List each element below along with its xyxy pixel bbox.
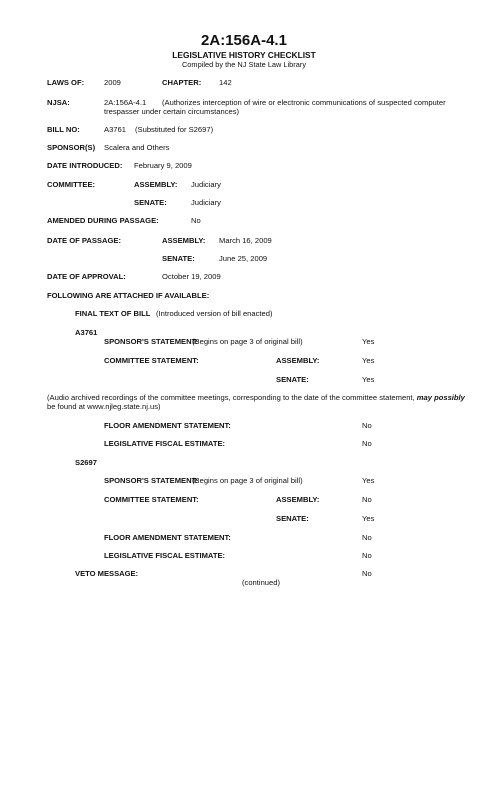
a3761-assembly-value: Yes xyxy=(362,356,375,365)
committee-senate-label: SENATE: xyxy=(134,198,167,207)
s2697-assembly-label: ASSEMBLY: xyxy=(276,495,320,504)
bill-substituted-note: (Substituted for S2697) xyxy=(135,125,214,134)
a3761-floor-amendment-label: FLOOR AMENDMENT STATEMENT: xyxy=(104,421,231,430)
a3761-assembly-label: ASSEMBLY: xyxy=(276,356,320,365)
s2697-senate-value: Yes xyxy=(362,514,375,523)
a3761-committee-statement-label: COMMITTEE STATEMENT: xyxy=(104,356,199,365)
passage-senate-value: June 25, 2009 xyxy=(219,254,268,263)
s2697-sponsor-statement-value: Yes xyxy=(362,476,375,485)
bill-a3761-heading: A3761 xyxy=(75,328,98,337)
sponsors-value: Scalera and Others xyxy=(104,143,170,152)
date-introduced-value: February 9, 2009 xyxy=(134,161,192,170)
chapter-label: CHAPTER: xyxy=(162,78,202,87)
sponsors-label: SPONSOR(S) xyxy=(47,143,96,152)
s2697-senate-label: SENATE: xyxy=(276,514,309,523)
passage-assembly-value: March 16, 2009 xyxy=(219,236,272,245)
bill-no-label: BILL NO: xyxy=(47,125,80,134)
passage-senate-label: SENATE: xyxy=(162,254,195,263)
laws-year: 2009 xyxy=(104,78,121,87)
date-of-passage-label: DATE OF PASSAGE: xyxy=(47,236,121,245)
laws-of-label: LAWS OF: xyxy=(47,78,85,87)
a3761-senate-label: SENATE: xyxy=(276,375,309,384)
s2697-floor-amendment-value: No xyxy=(362,533,372,542)
s2697-assembly-value: No xyxy=(362,495,372,504)
s2697-floor-amendment-label: FLOOR AMENDMENT STATEMENT: xyxy=(104,533,231,542)
a3761-sponsor-statement-note: (Begins on page 3 of original bill) xyxy=(192,337,303,346)
final-text-label: FINAL TEXT OF BILL xyxy=(75,309,151,318)
a3761-floor-amendment-value: No xyxy=(362,421,372,430)
compiled-by: Compiled by the NJ State Law Library xyxy=(181,60,307,69)
a3761-senate-value: Yes xyxy=(362,375,375,384)
audio-note-line2: be found at www.njleg.state.nj.us) xyxy=(47,402,161,411)
committee-assembly-value: Judiciary xyxy=(191,180,221,189)
attached-heading: FOLLOWING ARE ATTACHED IF AVAILABLE: xyxy=(47,291,210,300)
njsa-description-line1: (Authorizes interception of wire or electronic communications of suspected computer xyxy=(162,98,446,107)
veto-message-value: No xyxy=(362,569,372,578)
committee-assembly-label: ASSEMBLY: xyxy=(134,180,178,189)
final-text-note: (Introduced version of bill enacted) xyxy=(156,309,273,318)
amended-label: AMENDED DURING PASSAGE: xyxy=(47,216,159,225)
continued-note: (continued) xyxy=(242,578,280,587)
s2697-sponsor-statement-note: (Begins on page 3 of original bill) xyxy=(192,476,303,485)
a3761-sponsor-statement-value: Yes xyxy=(362,337,375,346)
date-introduced-label: DATE INTRODUCED: xyxy=(47,161,123,170)
s2697-fiscal-estimate-label: LEGISLATIVE FISCAL ESTIMATE: xyxy=(104,551,226,560)
date-of-approval-value: October 19, 2009 xyxy=(162,272,221,281)
njsa-value: 2A:156A-4.1 xyxy=(104,98,147,107)
document-subtitle: LEGISLATIVE HISTORY CHECKLIST xyxy=(172,50,316,60)
bill-s2697-heading: S2697 xyxy=(75,458,97,467)
committee-label: COMMITTEE: xyxy=(47,180,96,189)
audio-note-line1: (Audio archived recordings of the committee meetings, corresponding to the date of the committee statement, may possibly xyxy=(47,393,465,402)
a3761-fiscal-estimate-label: LEGISLATIVE FISCAL ESTIMATE: xyxy=(104,439,226,448)
date-of-approval-label: DATE OF APPROVAL: xyxy=(47,272,126,281)
chapter-value: 142 xyxy=(219,78,232,87)
amended-value: No xyxy=(191,216,201,225)
njsa-label: NJSA: xyxy=(47,98,70,107)
s2697-fiscal-estimate-value: No xyxy=(362,551,372,560)
s2697-sponsor-statement-label: SPONSOR'S STATEMENT: xyxy=(104,476,198,485)
document-title: 2A:156A-4.1 xyxy=(201,32,287,49)
a3761-sponsor-statement-label: SPONSOR'S STATEMENT: xyxy=(104,337,198,346)
njsa-description-line2: trespasser under certain circumstances) xyxy=(104,107,240,116)
a3761-fiscal-estimate-value: No xyxy=(362,439,372,448)
s2697-committee-statement-label: COMMITTEE STATEMENT: xyxy=(104,495,199,504)
committee-senate-value: Judiciary xyxy=(191,198,221,207)
veto-message-label: VETO MESSAGE: xyxy=(75,569,139,578)
passage-assembly-label: ASSEMBLY: xyxy=(162,236,206,245)
bill-no-value: A3761 xyxy=(104,125,126,134)
